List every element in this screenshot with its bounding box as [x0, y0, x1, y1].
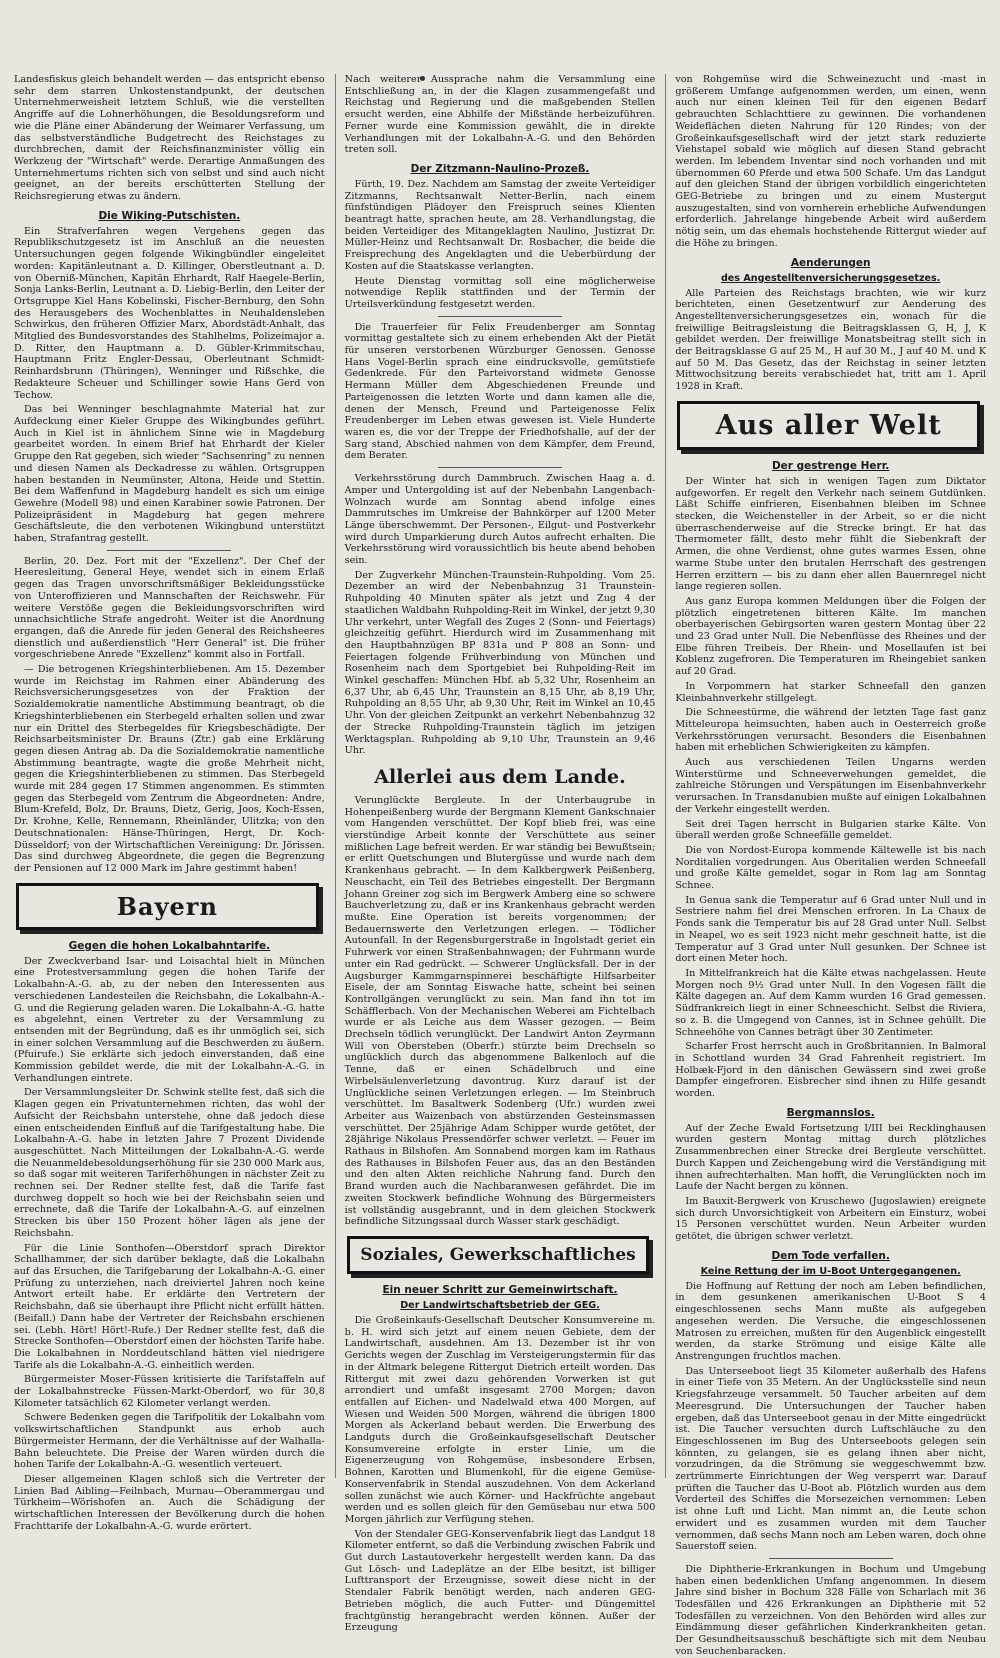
column-middle — [335, 74, 656, 1634]
article-paragraph: Das bei Wenninger beschlagnahmte Material hat zur Aufdeckung einer Kieler Gruppe des Wikingbundes geführt. Auch in Kiel ist in ähnlichem Sinne wie in Magdeburg gearbeitet worden. In einem Brief hat Ehrhardt der Kieler Gruppe den Rat gegeben, sich wieder "Sachsenring" zu nennen und diesen Namen als Deckadresse zu wählen. Ortsgruppen haben bestanden in Neumünster, Altona, Heide und Stettin. Bei dem Waffenfund in Magdeburg handelt es sich um einige Gewehre (Modell 98) und einen Karabiner sowie Patronen. Der Polizeipräsident in Magdeburg hat gegen mehrere Geschäftsleute, die den verbotenen Wikingbund unterstützt haben, Strafantrag gestellt. — [14, 404, 325, 545]
column-left — [14, 74, 325, 1532]
section-banner-soziales: Soziales, Gewerkschaftliches — [347, 1236, 650, 1274]
article-paragraph: Schwere Bedenken gegen die Tarifpolitik der Lokalbahn vom volkswirtschaftlichen Standpunkt aus erhob auch Bürgermeister Hermann, der die Verhältnisse auf der Walhalla-Bahn beleuchtete. Die Preise der Waren würden durch die hohen Tarife der Lokalbahn-A.-G. wesentlich verteuert. — [14, 1412, 325, 1471]
article-paragraph: Die Großeinkaufs-Gesellschaft Deutscher Konsumvereine m. b. H. wird sich jetzt auf einem neuen Gebiete, dem der Landwirtschaft, ausdehnen. Am 13. Dezember ist ihr von Gerichts wegen der Zuschlag im Versteigerungstermin für das in der Altmark belegene Rittergut Dietrich erteilt worden. Das Rittergut mit zwei dazu gehörenden Vorwerken ist gut arrondiert und umfaßt insgesamt 2700 Morgen; davon entfallen auf Eichen- und Nadelwald etwa 400 Morgen, auf Wiesen und Weiden 500 Morgen, während die übrigen 1800 Morgen als Ackerland bebaut werden. Die Erwerbung des Landguts durch die Großeinkaufsgesellschaft Deutscher Konsumvereine erfolgte in erster Linie, um die Eigenerzeugung von Rohgemüse, insbesondere Erbsen, Bohnen, Karotten und Blumenkohl, für die eigene Gemüse-Konservenfabrik in Stendal auszudehnen. Von dem Ackerland sollen zunächst wie auch Körner- und Hackfrüchte angebaut werden und es sollen gleich für den Gemüsebau nur etwa 500 Morgen jährlich zur Verfügung stehen. — [344, 1314, 656, 1525]
article-paragraph: Bürgermeister Moser-Füssen kritisierte die Tarifstaffeln auf der Lokalbahnstrecke Füssen-Markt-Oberdorf, wo für 30,8 Kilometer tatsächlich 62 Kilometer verlangt werden. — [14, 1374, 325, 1409]
section-banner-aus-aller-welt: Aus aller Welt — [677, 401, 980, 450]
article-paragraph: Der Zugverkehr München-Traunstein-Ruhpolding. Vom 25. Dezember an wird der Nebenbahnzug 31 Traunstein-Ruhpolding 40 Minuten später als jetzt und Zug 4 der staatlichen Waldbahn Ruhpolding-Reit im Winkel, der jetzt 9,30 Uhr verkehrt, unter Wegfall des Zuges 2 (Sonn- und Feiertags) gleichzeitig geführt. Hierdurch wird im Zusammenhang mit den Hauptbahnzügen BP 831a und P 808 an Sonn- und Feiertagen folgende Frühverbindung von München und Rosenheim nach dem Sportgebiet bei Ruhpolding-Reit im Winkel geschaffen: München Hbf. ab 5,32 Uhr, Rosenheim an 6,37 Uhr, ab 6,45 Uhr, Traunstein an 8,15 Uhr, ab 8,19 Uhr, Ruhpolding an 8,55 Uhr, ab 9,30 Uhr, Reit im Winkel an 10,45 Uhr. Von der gleichen Zeitpunkt an verkehrt Nebenbahnzug 32 der Strecke Ruhpolding-Traunstein täglich im jetzigen Werktagsplan. Ruhpolding ab 9,10 Uhr, Traunstein an 9,46 Uhr. — [344, 569, 656, 757]
divider — [769, 1558, 893, 1559]
article-paragraph: Ein Strafverfahren wegen Vergehens gegen das Republikschutzgesetz ist im Anschluß an die neuesten Untersuchungen gegen folgende Wikingbündler eingeleitet worden: Kapitänleutnant a. D. Killinger, Oberstleutnant a. D. von Oberniß-München, Kapitän Ehrhardt, Ralf Haegele-Berlin, Sonja Lanks-Berlin, Leutnant a. D. Liebig-Berlin, den Leiter der Ortsgruppe Kiel Hans Kobelinski, Fischer-Bernburg, den Sohn des Herausgebers des Wochenblattes in Neuhaldensleben Schwirkus, den früheren Offizier Marx, Abordstädt-Anhalt, das Mitglied des Bundesvorstandes des Stahlhelms, Polizeimajor a. D. Ritter, den Hauptmann a. D. Gübler-Krimmitschau, Hauptmann Fritz Engler-Dessau, Oberleutnant Schmidt-Reinhardsbrunn (Thüringen), Wenninger und Rißschke, die Redakteure Scheuer und Schillinger sowie Hans Gerd von Techow. — [14, 225, 325, 401]
article-subheading: des Angestelltenversicherungsgesetzes. — [720, 272, 941, 284]
article-paragraph: Die Hoffnung auf Rettung der noch am Leben befindlichen, in dem gesunkenen amerikanischen U-Boot S 4 eingeschlossenen sechs Mann mußte als aufgegeben angesehen werden. Die Versuche, die eingeschlossenen Matrosen zu erreichen, mußten für den Augenblick eingestellt werden, da starke Strömung und eisige Kälte alle Anstrengungen fruchtlos machen. — [675, 1280, 987, 1362]
article-paragraph: Scharfer Frost herrscht auch in Großbritannien. In Balmoral in Schottland wurden 34 Grad Fahrenheit registriert. Im Holbæk-Fjord in den dänischen Gewässern sind zwei große Dampfer eingefroren. Eisbrecher sind ihnen zu Hilfe gesandt worden. — [675, 1041, 987, 1100]
article-paragraph: Dieser allgemeinen Klagen schloß sich die Vertreter der Linien Bad Aibling—Feilnbach, Murnau—Oberammergau und Türkheim—Wörishofen an. Auch die Schädigung der wirtschaftlichen Interessen der Bevölkerung durch die hohen Frachttarife der Lokalbahn-A.-G. wurde erörtert. — [14, 1473, 325, 1532]
article-paragraph: Auch aus verschiedenen Teilen Ungarns werden Winterstürme und Schneeverwehungen gemeldet, die zahlreiche Störungen und Verspätungen im Eisenbahnverkehr verursachen. In Transdanubien mußte auf einigen Lokalbahnen der Verkehr eingestellt werden. — [675, 757, 987, 815]
article-paragraph: Aus ganz Europa kommen Meldungen über die Folgen der plötzlich eingetretenen bitteren Kälte. Im manchen oberbayerischen Gebirgsorten waren gestern Montag über 22 und 23 Grad unter Null. Die Nebenflüsse des Rheines und der Elbe führen Treibeis. Der Rhein- und Mosellaufen ist bei Koblenz zugefroren. Die Temperaturen im Rheingebiet sanken auf 20 Grad. — [675, 595, 987, 678]
article-heading: Die Wiking-Putschisten. — [98, 209, 241, 222]
article-paragraph: Verkehrsstörung durch Dammbruch. Zwischen Haag a. d. Amper und Untergolding ist auf der Nebenbahn Langenbach-Wolnzach wurde am Sonntag abend infolge eines Dammrutsches im Umkreise der Bahnkörper auf 1200 Meter Länge überschwemmt. Der Personen-, Eilgut- und Postverkehr wird durch Umparkierung durch Autos aufrecht erhalten. Die Verkehrsstörung wird voraussichtlich bis heute abend behoben sein. — [344, 473, 656, 567]
article-paragraph: Die Diphtherie-Erkrankungen in Bochum und Umgebung haben einen bedenklichen Umfang angenommen. In diesem Jahre sind bisher in Bochum 328 Fälle von Scharlach mit 36 Todesfällen und 426 Erkrankungen an Diphtherie mit 52 Todesfällen zu verzeichnen. Von den Behörden wird alles zur Eindämmung dieser gefährlichen Kinderkrankheiten getan. Der Gesundheitsausschuß beschäftigte sich mit dem Neubau von Seuchenbaracken. — [675, 1563, 987, 1657]
article-paragraph: In Genua sank die Temperatur auf 6 Grad unter Null und in Sestriere nahm fiel drei Menschen erfroren. In La Chaux de Fonds sank die Temperatur bis auf 28 Grad unter Null. Selbst in Neapel, wo es seit 1923 nicht mehr geschneit hatte, ist die Temperatur auf 3 Grad unter Null gesunken. Der Schnee ist dort einen Meter hoch. — [675, 894, 987, 965]
article-paragraph: Die Schneestürme, die während der letzten Tage fast ganz Mitteleuropa heimsuchten, haben auch in Oesterreich große Verkehrsstörungen verursacht. Besonders die Eisenbahnen haben mit erheblichen Schwierigkeiten zu kämpfen. — [675, 707, 987, 754]
section-heading: Allerlei aus dem Lande. — [374, 765, 626, 788]
article-paragraph: Das Unterseeboot liegt 35 Kilometer außerhalb des Hafens in einer Tiefe von 35 Metern. An der Unglücksstelle sind neun Kriegsfahrzeuge versammelt. 50 Taucher arbeiten auf dem Meeresgrund. Die Untersuchungen der Taucher haben ergeben, daß das Unterseeboot genau in der Mitte eingedrückt ist. Die Taucher versuchten durch Luftschläuche zu den Eingeschlossenen im Bug des Unterseeboots gelegen sein könnten, zu gelangen, sie es gelang ihnen aber nicht, vorzudringen, da die Strömung sie weggeschwemmt bzw. zertrümmerte Einrichtungen der Weg versperrt war. Darauf prüften die Taucher das U-Boot ab. Plötzlich wurden aus dem Vorderteil des Schiffes die Morsezeichen vernommen: Leben ist ohne Luft und Licht. Man nimmt an, die Leute schon erwidert und es zusammen wurden mit dem Taucher vernommen, daß sechs Mann noch am Leben waren, doch ohne Sauerstoff seien. — [675, 1365, 987, 1553]
article-paragraph: — Die betrogenen Kriegshinterbliebenen. Am 15. Dezember wurde im Reichstag im Rahmen einer Abänderung des Reichsversicherungsgesetzes von der Fraktion der Sozialdemokratie namentliche Abstimmung beantragt, ob die Kriegshinterbliebenen ein Sterbegeld erhalten sollen und zwar nur ein Drittel des Sterbegeldes für Kriegsbeschädigte. Der Reichsarbeitsminister Dr. Brauns (Ztr.) gab eine Erklärung gegen diesen Antrag ab. Da die Sozialdemokratie namentliche Abstimmung beantragte, wagte die große Mehrheit nicht, gegen die Kriegshinterbliebenen zu stimmen. Das Sterbegeld wurde mit 284 gegen 17 Stimmen angenommen. Es stimmten gegen das Sterbegeld vom Zentrum die Abgeordneten: Andre, Blum-Krefeld, Bolz, Dr. Brauns, Dietz, Gerig, Joos, Koch-Essen, Dr. Krohne, Kelle, Rennemann, Rheinländer, Ulitzka; von den Deutschnationalen: Hänse-Thüringen, Hergt, Dr. Koch-Düsseldorf; von der Wirtschaftlichen Vereinigung: Dr. Jörissen. Das sind durchweg Abgeordnete, die gegen die Begrenzung der Pensionen auf 12 000 Mark im Jahre gestimmt haben! — [14, 664, 325, 874]
article-heading: Ein neuer Schritt zur Gemeinwirtschaft. — [382, 1283, 618, 1296]
article-paragraph: Landesfiskus gleich behandelt werden — das entspricht ebenso sehr dem starren Unkostenstandpunkt, der deutschen Unternehmerweisheit letztem Schluß, wie die verstellten Angriffe auf die Lohnerhöhungen, die Besoldungsreform und wie die Pläne einer Abänderung der Weimarer Verfassung, um das selbstverständliche Budgetrecht des Reichstages zu durchbrechen, damit der Reichsfinanzminister völlig ein Werkzeug der "Wirtschaft" werde. Derartige Anmaßungen des Unternehmertums richten sich von selbst und sind auch nicht geeignet, an der bereits erschütterten Stellung der Reichsregierung etwas zu ändern. — [14, 74, 325, 203]
article-paragraph: Im Bauxit-Bergwerk von Kruschewo (Jugoslawien) ereignete sich durch Unvorsichtigkeit von Arbeitern ein Einsturz, wobei 15 Personen verschüttet wurden. Neun Arbeiter wurden getötet, die übrigen schwer verletzt. — [675, 1195, 987, 1243]
article-paragraph: Von der Stendaler GEG-Konservenfabrik liegt das Landgut 18 Kilometer entfernt, so daß die Verbindung zwischen Fabrik und Gut durch Lastautoverkehr hergestellt werden kann. Da das Gut Lösch- und Ladeplätze an der Elbe besitzt, ist billiger Lufttransport der Erzeugnisse, soweit diese nicht in der Stendaler Fabrik benötigt werden, nach anderen GEG-Betrieben möglich, die auch Futter- und Düngemittel frachtgünstig herangebracht werden können. Außer der Erzeugung — [344, 1528, 656, 1634]
article-paragraph: In Vorpommern hat starker Schneefall den ganzen Kleinbahnverkehr stillgelegt. — [675, 680, 987, 704]
article-paragraph: Der Zweckverband Isar- und Loisachtal hielt in München eine Protestversammlung gegen die hohen Tarife der Lokalbahn-A.-G. ab, zu der neben den Interessenten aus verschiedenen Landesteilen die Reichsbahn, die Lokalbahn-A.-G. und die Regierung geladen waren. Die Lokalbahn-A.-G. hatte es abgelehnt, einen Vertreter zu der Versammlung zu entsenden mit der Begründung, daß es ihr unmöglich sei, sich in einer solchen Versammlung auf die Beschwerden zu äußern. (Pfuirufe.) Sie erklärte sich jedoch einverstanden, daß eine Kommission gebildet werde, die mit der Lokalbahn-A.-G. in Verhandlungen eintrete. — [14, 955, 325, 1084]
article-subheading: Der Landwirtschaftsbetrieb der GEG. — [400, 1299, 600, 1311]
article-paragraph: Seit drei Tagen herrscht in Bulgarien starke Kälte. Von überall werden große Schneefälle gemeldet. — [675, 818, 987, 842]
article-paragraph: Nach weiterer Aussprache nahm die Versammlung eine Entschließung an, in der die Klagen zusammengefaßt und Reichstag und Regierung und die maßgebenden Stellen ersucht werden, eine Abhilfe der Mißstände herbeizuführen. Ferner wurde eine Kommission gewählt, die in direkte Verhandlungen mit der Lokalbahn-A.-G. und den Behörden treten soll. — [344, 74, 656, 156]
article-paragraph: In Mittelfrankreich hat die Kälte etwas nachgelassen. Heute Morgen noch 9½ Grad unter Null. In den Vogesen fällt die Kälte dagegen an. Auf dem Kamm wurden 16 Grad gemessen. Südfrankreich liegt in einer Schneeschicht. Selbst die Riviera, so z. B. die Umgegend von Cannes, ist in Schnee gehüllt. Die Schneehöhe von Cannes beträgt über 30 Zentimeter. — [675, 968, 987, 1038]
article-paragraph: Die von Nordost-Europa kommende Kältewelle ist bis nach Norditalien vorgedrungen. Aus Oberitalien werden Schneefall und große Kälte gemeldet, sogar in Rom lag am Sonntag Schnee. — [675, 844, 987, 892]
article-paragraph: Berlin, 20. Dez. Fort mit der "Exzellenz". Der Chef der Heeresleitung, General Heye, wendet sich in einem Erlaß gegen das Tragen unvorschriftsmäßiger Bekleidungsstücke von Unteroffizieren und Mannschaften der Reichswehr. Für weitere Verstöße gegen die Bekleidungsvorschriften wird unnachsichtliche Strafe angedroht. Weiter ist die Anordnung ergangen, daß die Anrede für jeden General des Reichsheeres dienstlich und außerdienstlich "Herr General" ist. Die früher vorgeschriebene Anrede "Exzellenz" kommt also in Fortfall. — [14, 555, 325, 661]
article-paragraph: Der Versammlungsleiter Dr. Schwink stellte fest, daß sich die Klagen gegen ein Privatunternehmen richten, das wohl der Aufsicht der Reichsbahn unterstehe, ohne daß jedoch diese einen entscheidenden Einfluß auf die Tarifgestaltung habe. Die Lokalbahn-A.-G. habe in letzten Jahre 7 Prozent Dividende ausgeschüttet. Nach Mitteilungen der Lokalbahn-A.-G. werde die Neuanmeldebesoldungserhöhung für sie 230 000 Mark aus, so daß sogar mit weiteren Tariferhöhungen in nächster Zeit zu rechnen sei. Der Redner stellte fest, daß die Tarife fast durchweg doppelt so hoch wie bei der Reichsbahn seien und errechnete, daß die Tarife der Lokalbahn-A.-G. auf einzelnen Strecken bis über 150 Prozent höher lägen als jene der Reichsbahn. — [14, 1087, 325, 1239]
article-paragraph: Verunglückte Bergleute. In der Unterbaugrube in Hohenpeißenberg wurde der Bergmann Klement Gankschnaier vom Hangenden verschüttet. Der Kopf blieb frei, was eine vierstündige Arbeit konnte der Verschüttete aus seiner mißlichen Lage befreit werden. Er war ständig bei Bewußtsein; er erlitt Quetschungen und Blutergüsse und wurde nach dem Krankenhaus gebracht. — In dem Kalkbergwerk Peißenberg, Neuschacht, ein Teil des Betriebes eingestellt. Der Bergmann Johann Greiner zog sich im Bergwerk Amberg eine so schwere Bauchverletzung zu, daß er ins Krankenhaus gebracht werden mußte. Eine Operation ist bereits vorgenommen; der Bedauernswerte den Verletzungen erlegen. — Tödlicher Autounfall. In der Regensburgerstraße in Ingolstadt geriet ein Fuhrwerk vor einen Straßenbahnwagen; der Fuhrmann wurde unter ein Rad gedrückt. — Schwerer Unglücksfall. Der in der Augsburger Kammgarnspinnerei beschäftigte Hilfsarbeiter Eisele, der am Sonntag Eiswache hatte, scheint bei seinen Kontrollgängen verunglückt zu sein. Man fand ihn tot im Schäfflerbach. Von der Mechanischen Weberei am Fichtelbach wurde er als Leiche aus dem Wasser gezogen. — Beim Drechseln tödlich verunglückt. Der Landwirt Anton Zeyrmann Will von Obersteben (Oberfr.) stürzte beim Drechseln so unglücklich durch das abgenommene Balkenloch auf die Tenne, daß er einen Schädelbruch und eine Wirbelsäulenverletzung davontrug. Kurz darauf ist der Unglückliche seinen Verletzungen erlegen. — Im Steinbruch verschüttet. Im Basaltwerk Sodenberg (Ufr.) wurden zwei Arbeiter aus Waizenbach von abstürzenden Gesteinsmassen verschüttet. Der 25jährige Adam Schipper wurde getötet, der 28jährige Nikolaus Pressendörfer schwer verletzt. — Feuer im Rathaus in Bilshofen. Am Sonnabend morgen kam im Rathaus des Rathauses in Bilshofen Feuer aus, das an den Beständen und den alten Akten reichliche Nahrung fand. Durch den Brand wurden auch die Nachbaranwesen gefährdet. Die im zweiten Stockwerk befindliche Wohnung des Bürgermeisters ist vollständig ausgebrannt, und in dem gleichen Stockwerk befindliche Sitzungssaal durch Wasser stark geschädigt. — [344, 794, 656, 1228]
article-heading: Der gestrenge Herr. — [771, 459, 890, 472]
divider — [438, 316, 562, 317]
article-paragraph: Alle Parteien des Reichstags brachten, wie wir kurz berichteten, einen Gesetzentwurf zur Aenderung des Angestelltenversicherungsgesetzes ein, wonach für die freiwillige Beitragsleistung die Beitragsklassen G, H, J, K gebildet werden. Der freiwillige Monatsbeitrag stellt sich in der Beitragsklasse G auf 25 M., H auf 30 M., J auf 40 M. und K auf 50 M. Das Gesetz, das der Reichstag in seiner letzten Mittwochsitzung bereits verabschiedet hat, tritt am 1. April 1928 in Kraft. — [675, 287, 987, 393]
article-paragraph: Für die Linie Sonthofen—Oberstdorf sprach Direktor Schallhammer, der sich darüber beklagte, daß die Lokalbahn auf das Ersuchen, die Tarifgebarung der Lokalbahn-A.-G. einer Prüfung zu unterziehen, nach dreiviertel Jahren noch keine Antwort erteilt habe. Er erklärte den Vertretern der Reichsbahn, daß sie überhaupt ihre Pflicht nicht erfüllt hätten. (Beifall.) Dann habe der Vertreter der Reichsbahn erschienen sei. (Lebh. Hört! Hört!-Rufe.) Der Redner stellte fest, daß die Strecke Sonthofen—Oberstdorf einen der höchsten Tarife habe. Die Lokalbahnen in Norddeutschland hätten viel niedrigere Tarife als die Lokalbahn-A.-G. einheitlich werden. — [14, 1242, 325, 1371]
article-heading: Bergmannslos. — [786, 1106, 875, 1119]
article-heading: Aenderungen — [790, 256, 871, 269]
article-paragraph: Auf der Zeche Ewald Fortsetzung I/III bei Recklinghausen wurden gestern Montag mittag durch plötzliches Zusammenbrechen einer Strecke drei Bergleute verschüttet. Durch Kappen und Zeichengebung wird die Verständigung mit ihnen aufrechterhalten. Man hofft, die Verunglückten noch im Laufe der Nacht bergen zu können. — [675, 1122, 987, 1193]
article-paragraph: Fürth, 19. Dez. Nachdem am Samstag der zweite Verteidiger Zitzmanns, Rechtsanwalt Netter-Berlin, nach einem fünfstündigen Plädoyer den Freispruch seines Klienten beantragt hatte, sprachen heute, am 28. Verhandlungstag, die beiden Verteidiger des Mitangeklagten Naulino, Justizrat Dr. Müller-Heinz und Rechtsanwalt Dr. Rosbacher, die beide die Freisprechung des Angeklagten und die Ueberbürdung der Kosten auf die Staatskasse verlangten. — [344, 178, 656, 272]
article-subheading: Keine Rettung der im U-Boot Untergegangenen. — [700, 1265, 961, 1277]
divider — [107, 550, 231, 551]
article-paragraph: von Rohgemüse wird die Schweinezucht und -mast in größerem Umfange aufgenommen werden, um einen, wenn auch nur einen kleinen Teil für den eigenen Bedarf gebrauchten Schlachttiere zu gewinnen. Die vorhandenen Weideflächen dieten Nahrung für 120 Rindes; von der Großeinkaufsgesellschaft wird der jetzt stark reduzierte Viehstapel sobald wie möglich auf diesen Stand gebracht werden. Im lebendem Inventar sind noch vorhanden und mit übernommen 60 Pferde und etwa 500 Schafe. Um das Landgut auf den gleichen Stand der übrigen vorbildlich eingerichteten GEG-Betriebe zu bringen und zu einem Mustergut auszugestalten, sind von vornherein erhebliche Aufwendungen erforderlich. Jahrelange hingebende Arbeit wird außerdem nötig sein, um das ehemals hochstehende Rittergut wieder auf die Höhe zu bringen. — [675, 74, 987, 249]
divider — [438, 467, 562, 468]
article-heading: Gegen die hohen Lokalbahntarife. — [68, 939, 271, 952]
column-right — [665, 74, 987, 1657]
article-paragraph: Heute Dienstag vormittag soll eine möglicherweise notwendige Replik stattfinden und der Termin der Urteilsverkündung festgesetzt werden. — [344, 275, 656, 310]
article-heading: Dem Tode verfallen. — [771, 1249, 890, 1262]
article-heading: Der Zitzmann-Naulino-Prozeß. — [410, 162, 590, 175]
article-paragraph: Der Winter hat sich in wenigen Tagen zum Diktator aufgeworfen. Er regelt den Verkehr nach seinem Gutdünken. Läßt Schiffe einfrieren, Eisenbahnen bleiben im Schnee stecken, die Weichensteller in der Arbeit, so er die nicht überraschenderweise auf die Strecke bringt. Er hat das Thermometer fällt, desto mehr fühlt die Siebenkraft der Armen, die ohne Verdienst, ohne gutes warmes Essen, ohne warme Stube unter den brutalen Herrschaft des gestrengen Herren erzittern — bis zu dann eher allen Bauernregel nicht lange regieren sollen. — [675, 475, 987, 593]
section-banner-bayern: Bayern — [16, 883, 319, 930]
article-paragraph: Die Trauerfeier für Felix Freudenberger am Sonntag vormittag gestaltete sich zu einem erhebenden Akt der Pietät für unseren verstorbenen Würzburger Genossen. Genosse Hans Vogel-Berlin sprach eine eindrucksvolle, gemütstiefe Gedenkrede. Für den Parteivorstand widmete Genosse Hermann Müller dem Abgeschiedenen Freunde und Parteigenossen die letzten Worte und dann kamen alle die, denen der Mensch, Freund und Parteigenosse Felix Freudenberger im Leben etwas gewesen ist. Viele Hunderte waren es, die vor der Treppe der Friedhofshalle, auf der der Sarg stand, Abschied nahmen von dem Kämpfer, dem Freund, dem Berater. — [344, 321, 656, 462]
